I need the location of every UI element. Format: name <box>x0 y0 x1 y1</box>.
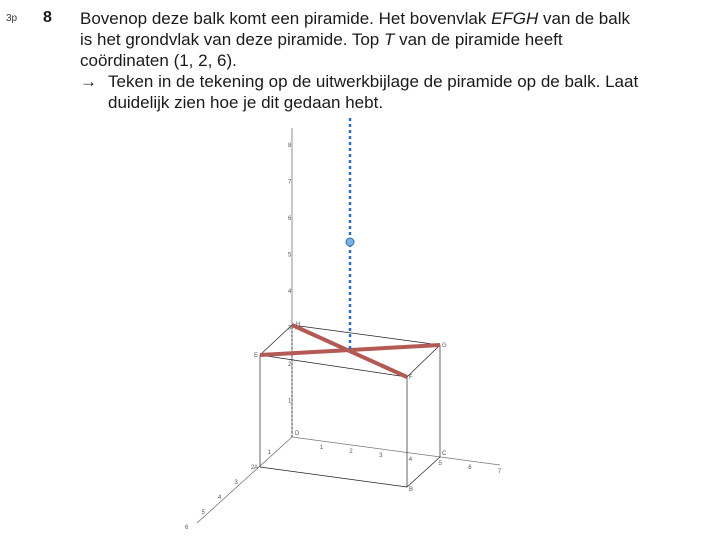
vertex-label-f: F <box>409 375 413 381</box>
question-line-2-end: van de piramide heeft <box>394 30 563 49</box>
axes <box>197 128 500 523</box>
apex-point-t <box>346 238 354 246</box>
arrow-right-icon: → <box>80 72 97 91</box>
z-tick-6: 6 <box>288 216 292 222</box>
y-tick-5: 5 <box>438 461 442 467</box>
x-axis <box>197 437 292 523</box>
vertex-label-d: D <box>295 431 300 437</box>
z-tick-5: 5 <box>288 252 292 259</box>
x-tick-5: 5 <box>201 510 205 516</box>
z-tick-8: 8 <box>288 143 292 149</box>
x-tick-1: 1 <box>267 450 271 456</box>
y-tick-3: 3 <box>379 453 383 459</box>
task-line-2: duidelijk zien hoe je dit gedaan hebt. <box>108 93 384 112</box>
y-axis <box>292 437 500 465</box>
question-line-3: coördinaten (1, 2, 6). <box>80 51 237 70</box>
x-tick-2: 2 <box>251 465 255 471</box>
y-tick-2: 2 <box>349 449 353 455</box>
z-tick-2: 2 <box>288 362 292 368</box>
z-tick-1: 1 <box>288 398 292 405</box>
vertex-label-g: G <box>442 343 447 349</box>
points-label: 3p <box>6 13 18 24</box>
apex-name-t: T <box>383 30 395 49</box>
x-tick-6: 6 <box>185 525 189 531</box>
z-tick-labels <box>288 143 292 405</box>
vertex-label-a: A <box>254 465 259 471</box>
x-tick-labels <box>185 450 272 531</box>
edge-ab <box>260 467 407 487</box>
y-tick-7: 7 <box>497 469 502 475</box>
z-tick-4: 4 <box>288 289 292 295</box>
question-line-1-end: van de balk <box>538 9 630 28</box>
face-name-efgh: EFGH <box>491 9 539 28</box>
edge-he <box>260 325 292 355</box>
x-tick-3: 3 <box>234 480 238 486</box>
vertex-label-c: C <box>442 451 447 457</box>
vertex-label-b: B <box>409 487 414 493</box>
vertex-label-e: E <box>254 353 259 359</box>
question-line-2-text: is het grondvlak van deze piramide. Top <box>80 30 384 49</box>
question-number: 8 <box>43 9 52 26</box>
edge-fg <box>407 345 440 377</box>
y-tick-labels <box>320 445 502 475</box>
z-tick-3: 3 <box>288 325 292 332</box>
y-tick-6: 6 <box>468 465 472 471</box>
z-tick-7: 7 <box>288 179 292 186</box>
task-line-1: Teken in de tekening op de uitwerkbijlage de piramide op de balk. Laat <box>108 72 639 91</box>
y-tick-4: 4 <box>408 457 413 463</box>
question-line-1-text: Bovenop deze balk komt een piramide. Het bovenvlak <box>80 9 492 28</box>
x-tick-4: 4 <box>218 495 222 501</box>
y-tick-1: 1 <box>319 445 324 451</box>
vertex-label-h: H <box>296 322 301 328</box>
